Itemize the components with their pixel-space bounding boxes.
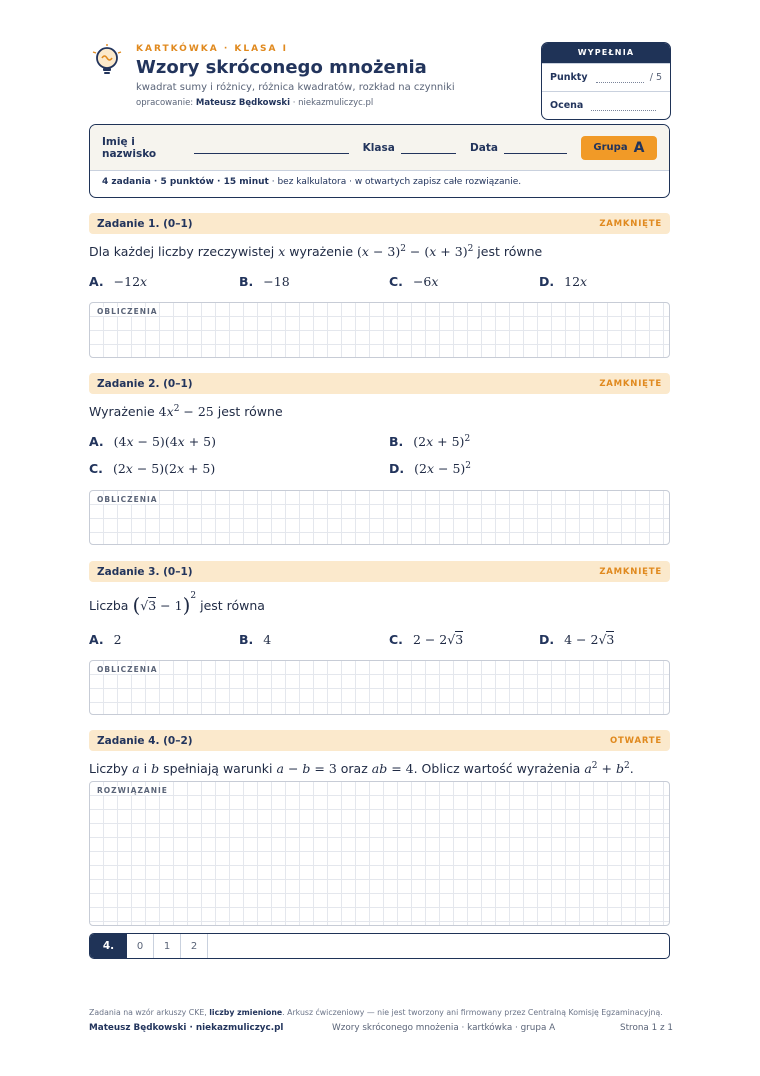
points-field[interactable] bbox=[596, 73, 644, 83]
footer-note-part: . Arkusz ćwiczeniowy — nie jest tworzony ani firmowany przez Centralną Komisję Egzaminacyjną. bbox=[282, 1008, 663, 1017]
author-line bbox=[136, 98, 373, 108]
teacher-box bbox=[541, 42, 671, 120]
group-label: Grupa bbox=[593, 142, 628, 153]
task-3-option-c[interactable] bbox=[389, 632, 463, 647]
work-area-label: OBLICZENIA bbox=[97, 495, 158, 504]
test-info-rest: · bez kalkulatora · w otwartych zapisz całe rozwiązanie. bbox=[271, 177, 522, 187]
name-label: Imię i nazwisko bbox=[102, 135, 157, 160]
task-3-title: Zadanie 3. (0–1) bbox=[97, 565, 193, 578]
footer-left: Mateusz Będkowski · niekazmuliczyc.pl bbox=[89, 1023, 284, 1033]
class-field[interactable] bbox=[401, 142, 456, 154]
option-letter: B. bbox=[239, 632, 254, 647]
option-value: 4 bbox=[263, 632, 272, 647]
task-4-score-row bbox=[89, 933, 670, 959]
task-1-q-after: jest równe bbox=[477, 244, 543, 259]
task-2-expression: $4x^2 - 25$ bbox=[158, 403, 214, 419]
task-3-q-after: jest równa bbox=[200, 598, 265, 613]
option-value: −12x bbox=[113, 274, 148, 289]
work-area-label: OBLICZENIA bbox=[97, 307, 158, 316]
grade-label: Ocena bbox=[550, 100, 584, 111]
author-prefix: opracowanie: bbox=[136, 98, 194, 108]
author-site: · niekazmuliczyc.pl bbox=[292, 98, 374, 108]
task-4-question: Liczby a i b spełniają warunki a − b = 3 oraz ab = 4. Oblicz wartość wyrażenia $a^2 + b^2$. bbox=[89, 760, 634, 776]
task-2-tag: ZAMKNIĘTE bbox=[599, 378, 662, 389]
option-letter: C. bbox=[389, 632, 403, 647]
task-1-q-mid: wyrażenie bbox=[289, 244, 354, 259]
page-title: Wzory skróconego mnożenia bbox=[136, 57, 427, 78]
student-fields bbox=[90, 125, 669, 171]
option-value: (2x − 5)(2x + 5) bbox=[112, 461, 216, 476]
work-area-label: OBLICZENIA bbox=[97, 665, 158, 674]
task-3-option-a[interactable] bbox=[89, 632, 122, 647]
task-3-q-before: Liczba bbox=[89, 598, 129, 613]
task-2-q-after: jest równe bbox=[217, 404, 283, 419]
class-label: Klasa bbox=[362, 141, 395, 154]
task-1-header bbox=[89, 213, 670, 234]
group-button[interactable] bbox=[581, 136, 657, 160]
score-cell-2[interactable]: 2 bbox=[181, 934, 208, 958]
score-cell-0[interactable]: 0 bbox=[127, 934, 154, 958]
option-value: 12x bbox=[564, 274, 588, 289]
score-cell-1[interactable]: 1 bbox=[154, 934, 181, 958]
task-4-solution-area[interactable] bbox=[89, 781, 670, 926]
option-letter: C. bbox=[389, 274, 403, 289]
task-4-q-part: oraz bbox=[340, 761, 368, 776]
option-letter: B. bbox=[389, 434, 404, 449]
task-3-question bbox=[89, 593, 265, 617]
teacher-box-heading: WYPEŁNIA NAUCZYCIEL bbox=[542, 43, 670, 63]
task-2-option-b[interactable] bbox=[389, 434, 470, 449]
option-value: (4x − 5)(4x + 5) bbox=[113, 434, 216, 449]
task-1-work-area[interactable] bbox=[89, 302, 670, 358]
task-3-expression: $(√3 - 1)^2$ bbox=[132, 591, 197, 617]
option-value: 2 bbox=[113, 632, 122, 647]
footer-note bbox=[89, 1008, 663, 1017]
task-1-question bbox=[89, 244, 542, 259]
task-2-q-before: Wyrażenie bbox=[89, 404, 155, 419]
test-info-bold: 4 zadania · 5 punktów · 15 minut bbox=[102, 177, 269, 187]
task-4-condition-1: a − b = 3 bbox=[276, 761, 337, 776]
grade-row bbox=[542, 91, 670, 119]
solution-area-label: ROZWIĄZANIE bbox=[97, 786, 168, 795]
footer-right: Strona 1 z 1 bbox=[620, 1023, 674, 1033]
student-card bbox=[89, 124, 670, 198]
option-letter: D. bbox=[389, 461, 405, 476]
task-3-tag: ZAMKNIĘTE bbox=[599, 566, 662, 577]
date-label: Data bbox=[470, 141, 498, 154]
option-letter: C. bbox=[89, 461, 103, 476]
option-value: $(2x + 5)^2$ bbox=[413, 433, 471, 449]
test-info bbox=[90, 171, 669, 193]
task-4-header bbox=[89, 730, 670, 751]
option-letter: A. bbox=[89, 632, 104, 647]
task-4-target-expression: $a^2 + b^2$ bbox=[584, 760, 630, 776]
page-subtitle: kwadrat sumy i różnicy, różnica kwadratów, rozkład na czynniki bbox=[136, 82, 455, 93]
score-task-number: 4. bbox=[90, 934, 127, 958]
group-value: A bbox=[633, 139, 645, 156]
task-4-q-part: spełniają warunki bbox=[163, 761, 273, 776]
option-value: 2 − 2√3 bbox=[412, 632, 464, 647]
option-value: 4 − 2√3 bbox=[564, 632, 615, 647]
task-4-tag: OTWARTE bbox=[610, 735, 662, 746]
task-2-option-c[interactable] bbox=[89, 461, 215, 476]
task-2-question bbox=[89, 404, 283, 419]
option-value: $(2x - 5)^2$ bbox=[414, 460, 472, 476]
points-label: Punkty bbox=[550, 72, 588, 83]
task-1-option-a[interactable] bbox=[89, 274, 147, 289]
grade-field[interactable] bbox=[591, 101, 656, 111]
task-1-option-b[interactable] bbox=[239, 274, 290, 289]
option-letter: D. bbox=[539, 274, 555, 289]
option-letter: B. bbox=[239, 274, 254, 289]
date-field[interactable] bbox=[504, 142, 567, 154]
footer-note-part: Zadania na wzór arkuszy CKE, bbox=[89, 1008, 207, 1017]
points-max: / 5 bbox=[649, 72, 662, 83]
task-4-title: Zadanie 4. (0–2) bbox=[97, 734, 193, 747]
task-1-tag: ZAMKNIĘTE bbox=[599, 218, 662, 229]
task-1-option-d[interactable] bbox=[539, 274, 587, 289]
task-4-condition-2: ab = 4 bbox=[371, 761, 414, 776]
worksheet-kicker: KARTKÓWKA · KLASA I bbox=[136, 44, 288, 54]
option-letter: D. bbox=[539, 632, 555, 647]
option-letter: A. bbox=[89, 274, 104, 289]
task-2-work-area[interactable] bbox=[89, 490, 670, 545]
footer-note-bold: liczby zmienione bbox=[209, 1008, 283, 1017]
task-1-q-before: Dla każdej liczby rzeczywistej bbox=[89, 244, 275, 259]
option-value: −6x bbox=[412, 274, 439, 289]
footer-center: Wzory skróconego mnożenia · kartkówka · grupa A bbox=[332, 1023, 556, 1033]
task-2-option-a[interactable] bbox=[89, 434, 216, 449]
name-field[interactable] bbox=[194, 142, 348, 154]
option-value: −18 bbox=[263, 274, 290, 289]
task-1-q-var: x bbox=[278, 244, 286, 259]
task-1-option-c[interactable] bbox=[389, 274, 438, 289]
task-3-header bbox=[89, 561, 670, 582]
task-1-title: Zadanie 1. (0–1) bbox=[97, 217, 193, 230]
task-3-work-area[interactable] bbox=[89, 660, 670, 715]
task-4-q-part: Liczby bbox=[89, 761, 129, 776]
task-4-q-part: i bbox=[143, 761, 148, 776]
author-name: Mateusz Będkowski bbox=[195, 98, 291, 108]
task-2-option-d[interactable] bbox=[389, 461, 471, 476]
option-letter: A. bbox=[89, 434, 104, 449]
task-2-header bbox=[89, 373, 670, 394]
task-1-expression: $(x - 3)^2 - (x + 3)^2$ bbox=[357, 243, 474, 259]
task-4-q-part: . Oblicz wartość wyrażenia bbox=[413, 761, 581, 776]
task-2-title: Zadanie 2. (0–1) bbox=[97, 377, 193, 390]
task-3-option-d[interactable] bbox=[539, 632, 614, 647]
task-3-option-b[interactable] bbox=[239, 632, 271, 647]
lightbulb-logo-icon bbox=[90, 43, 124, 77]
